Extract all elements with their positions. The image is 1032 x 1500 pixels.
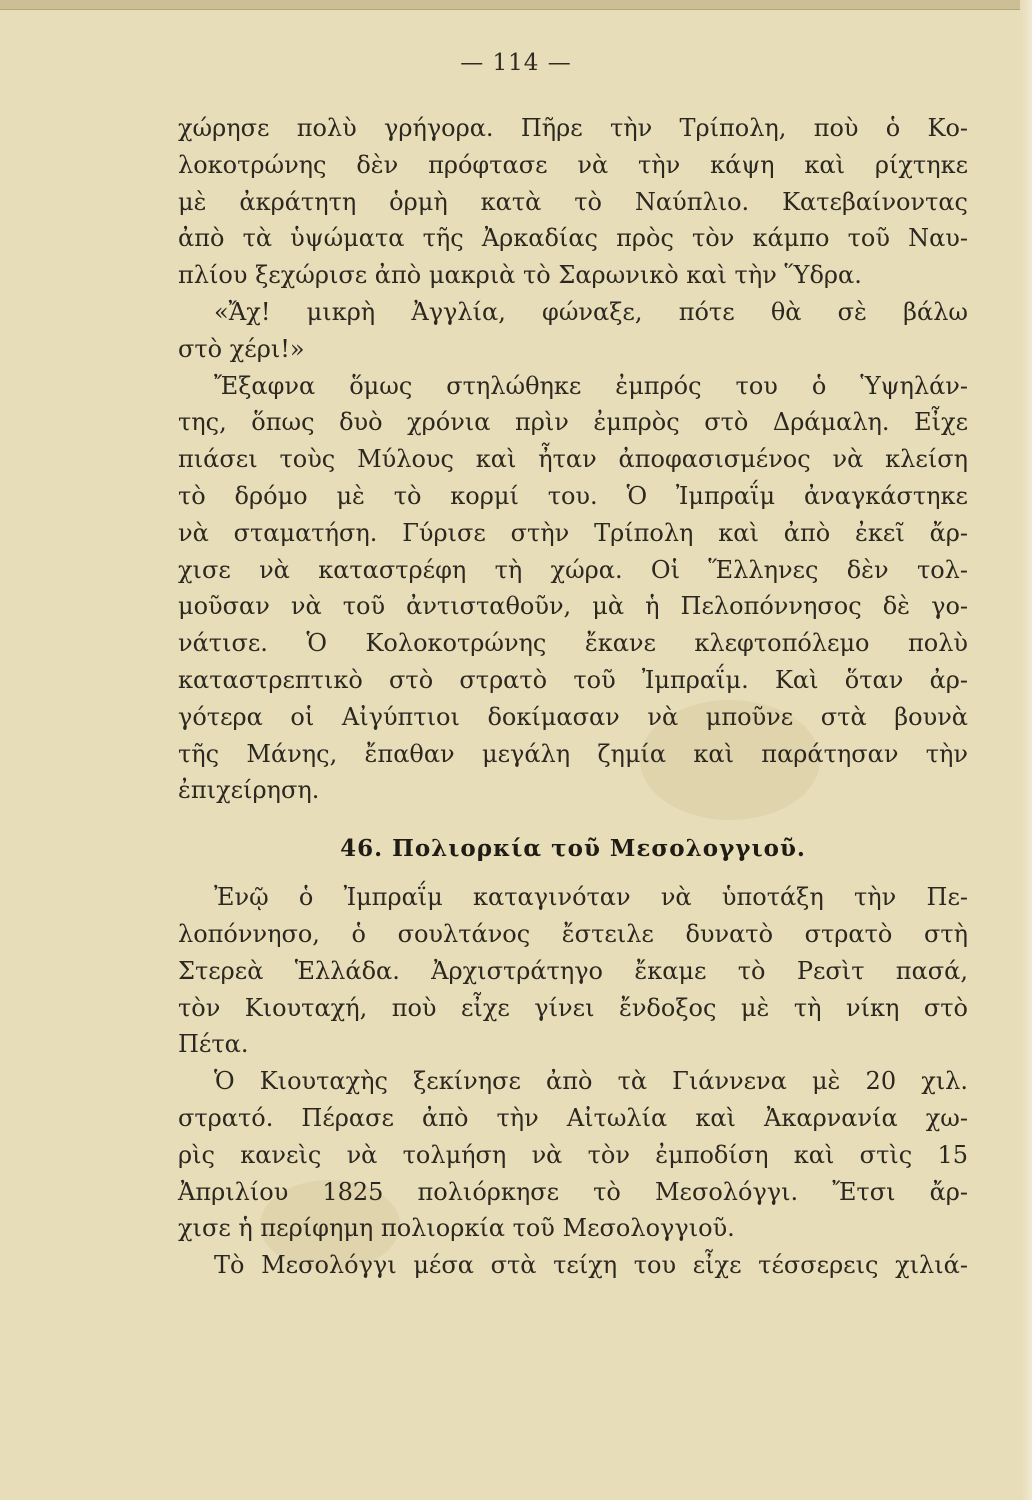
body-text: [178, 110, 968, 1284]
text-line: πλίου ξεχώρισε ἀπὸ μακριὰ τὸ Σαρωνικὸ καὶ τὴν Ὕδρα.: [178, 261, 862, 290]
section-heading: 46. Πολιορκία τοῦ Μεσολογγιοῦ.: [340, 835, 806, 863]
text-line: Ἔξαφνα ὅμως στηλώθηκε ἐμπρός του ὁ Ὑψηλάν-: [214, 371, 968, 400]
text-line: Πέτα.: [178, 1030, 249, 1059]
text-line: χώρησε πολὺ γρήγορα. Πῆρε τὴν Τρίπολη, ποὺ ὁ Κο-: [178, 114, 968, 142]
text-line: καταστρεπτικὸ στὸ στρατὸ τοῦ Ἰμπραΐμ. Καὶ ὅταν ἀρ-: [178, 665, 968, 694]
text-line: στὸ χέρι!»: [178, 334, 305, 363]
text-line: λοπόννησο, ὁ σουλτάνος ἔστειλε δυνατὸ στρατὸ στὴ: [178, 919, 968, 948]
text-line: λοκοτρώνης δὲν πρόφτασε νὰ τὴν κάψη καὶ ρίχτηκε: [178, 150, 968, 179]
text-line: Ἐνῷ ὁ Ἰμπραΐμ καταγινόταν νὰ ὑποτάξη τὴν Πε-: [214, 883, 968, 912]
text-line: νάτισε. Ὁ Κολοκοτρώνης ἔκανε κλεφτοπόλεμο πολὺ: [178, 629, 968, 658]
text-line: της, ὅπως δυὸ χρόνια πρὶν ἐμπρὸς στὸ Δράμαλη. Εἶχε: [178, 408, 968, 437]
text-line: τὸν Κιουταχή, ποὺ εἶχε γίνει ἔνδοξος μὲ τὴ νίκη στὸ: [178, 993, 968, 1022]
text-line: Στερεὰ Ἑλλάδα. Ἀρχιστράτηγο ἔκαμε τὸ Ρεσὶτ πασά,: [178, 956, 968, 985]
page-right-edge: [1020, 0, 1032, 1500]
text-line: γότερα οἱ Αἰγύπτιοι δοκίμασαν νὰ μποῦνε στὰ βουνὰ: [178, 702, 968, 731]
text-line: στρατό. Πέρασε ἀπὸ τὴν Αἰτωλία καὶ Ἀκαρνανία χω-: [178, 1103, 968, 1132]
page-number: — 114 —: [460, 50, 572, 76]
text-line: νὰ σταματήση. Γύρισε στὴν Τρίπολη καὶ ἀπὸ ἐκεῖ ἄρ-: [178, 518, 968, 547]
text-line: τῆς Μάνης, ἔπαθαν μεγάλη ζημία καὶ παράτησαν τὴν: [178, 739, 968, 768]
text-line: ἐπιχείρηση.: [178, 776, 320, 805]
text-line: μοῦσαν νὰ τοῦ ἀντισταθοῦν, μὰ ἡ Πελοπόννησος δὲ γο-: [178, 592, 968, 621]
text-line: «Ἄχ! μικρὴ Ἀγγλία, φώναξε, πότε θὰ σὲ βάλω: [214, 297, 968, 326]
text-line: Ὁ Κιουταχὴς ξεκίνησε ἀπὸ τὰ Γιάννενα μὲ 20 χιλ.: [214, 1067, 968, 1096]
text-line: χισε ἡ περίφημη πολιορκία τοῦ Μεσολογγιοῦ.: [178, 1214, 735, 1243]
text-line: Ἀπριλίου 1825 πολιόρκησε τὸ Μεσολόγγι. Ἔτσι ἄρ-: [178, 1177, 968, 1206]
text-line: ρὶς κανεὶς νὰ τολμήση νὰ τὸν ἐμποδίση καὶ στὶς 15: [178, 1140, 968, 1169]
text-line: τὸ δρόμο μὲ τὸ κορμί του. Ὁ Ἰμπραΐμ ἀναγκάστηκε: [178, 481, 968, 510]
text-line: ἀπὸ τὰ ὑψώματα τῆς Ἀρκαδίας πρὸς τὸν κάμπο τοῦ Ναυ-: [178, 224, 968, 253]
text-line: χισε νὰ καταστρέφη τὴ χώρα. Οἱ Ἕλληνες δὲν τολ-: [178, 555, 968, 584]
page-top-edge: [0, 0, 1032, 10]
text-line: Τὸ Μεσολόγγι μέσα στὰ τείχη του εἶχε τέσσερεις χιλιά-: [214, 1251, 968, 1280]
text-line: πιάσει τοὺς Μύλους καὶ ἦταν ἀποφασισμένος νὰ κλείση: [178, 445, 968, 474]
text-line: μὲ ἀκράτητη ὁρμὴ κατὰ τὸ Ναύπλιο. Κατεβαίνοντας: [178, 187, 968, 216]
